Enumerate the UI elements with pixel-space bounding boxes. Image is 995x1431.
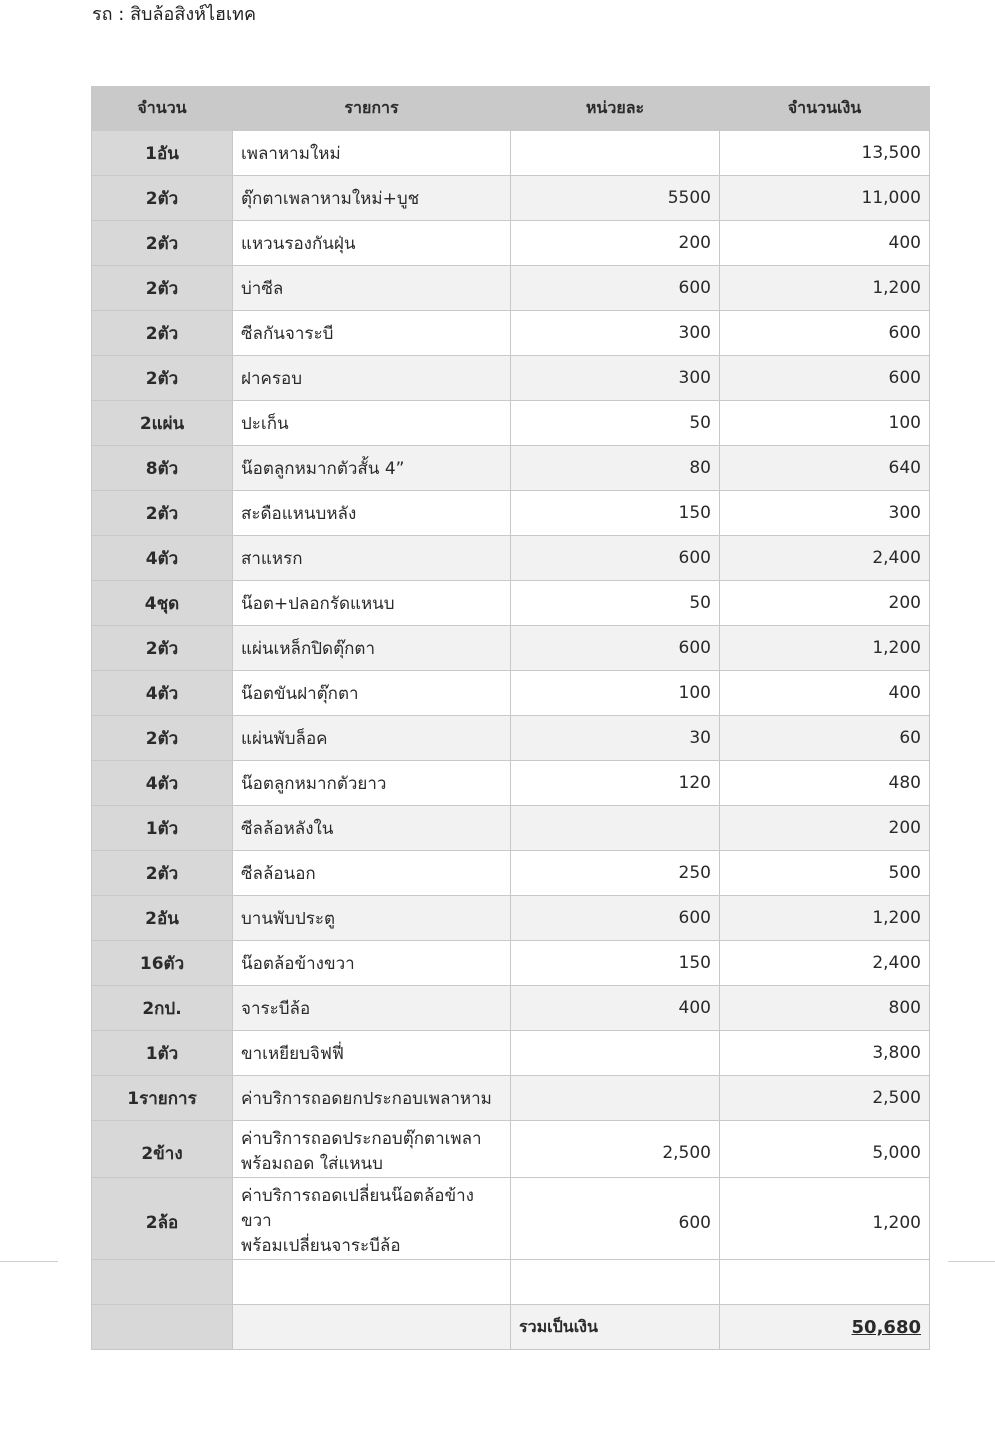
table-row: [92, 176, 930, 221]
row-unit-price: 150: [511, 491, 720, 536]
row-amount: 60: [720, 716, 930, 761]
row-unit-price: 100: [511, 671, 720, 716]
row-amount: 600: [720, 311, 930, 356]
row-unit-price: 300: [511, 311, 720, 356]
table-row: [92, 491, 930, 536]
row-qty: 2ตัว: [92, 266, 233, 311]
row-amount: 400: [720, 671, 930, 716]
row-item: สะดือแหนบหลัง: [233, 491, 511, 536]
row-unit-price: 600: [511, 896, 720, 941]
column-header-unit-price: หน่วยละ: [511, 87, 720, 131]
row-item: แหวนรองกันฝุ่น: [233, 221, 511, 266]
row-qty: 2ตัว: [92, 356, 233, 401]
table-row: [92, 356, 930, 401]
row-amount: 640: [720, 446, 930, 491]
row-qty: 2แผ่น: [92, 401, 233, 446]
table-row: [92, 806, 930, 851]
row-item: แผ่นเหล็กปิดตุ๊กตา: [233, 626, 511, 671]
row-qty: 4ตัว: [92, 761, 233, 806]
table-row: [92, 671, 930, 716]
table-row: [92, 131, 930, 176]
table-header-row: [92, 87, 930, 131]
row-unit-price: 600: [511, 536, 720, 581]
row-unit-price: 300: [511, 356, 720, 401]
row-qty: 2ตัว: [92, 221, 233, 266]
row-item: [233, 1178, 511, 1260]
table-row: [92, 266, 930, 311]
row-amount: 13,500: [720, 131, 930, 176]
quotation-table: [91, 86, 930, 1350]
row-amount: 2,500: [720, 1076, 930, 1121]
row-qty: 2ตัว: [92, 716, 233, 761]
row-amount: 5,000: [720, 1121, 930, 1178]
row-amount: 500: [720, 851, 930, 896]
vehicle-line: รถ : สิบล้อสิงห์ไฮเทค: [92, 4, 257, 25]
row-amount: 300: [720, 491, 930, 536]
row-unit-price: 5500: [511, 176, 720, 221]
row-unit-price: 30: [511, 716, 720, 761]
row-unit-price: [511, 806, 720, 851]
row-unit-price: 2,500: [511, 1121, 720, 1178]
table-row: [92, 221, 930, 266]
row-item: แผ่นพับล็อค: [233, 716, 511, 761]
table-body: [92, 131, 930, 1350]
blank-cell: [720, 1260, 930, 1305]
row-unit-price: 50: [511, 581, 720, 626]
total-row: [92, 1305, 930, 1350]
row-item: [233, 1121, 511, 1178]
blank-row: [92, 1260, 930, 1305]
row-qty: 2ตัว: [92, 311, 233, 356]
row-unit-price: 250: [511, 851, 720, 896]
row-item: น๊อตขันฝาตุ๊กตา: [233, 671, 511, 716]
row-amount: 2,400: [720, 536, 930, 581]
table-row: [92, 446, 930, 491]
row-item: น๊อตล้อข้างขวา: [233, 941, 511, 986]
row-qty: 8ตัว: [92, 446, 233, 491]
row-item: ปะเก็น: [233, 401, 511, 446]
table-row: [92, 1178, 930, 1260]
blank-cell: [511, 1260, 720, 1305]
row-item: บ่าซีล: [233, 266, 511, 311]
blank-cell: [233, 1260, 511, 1305]
table-row: [92, 581, 930, 626]
row-qty: 2กป.: [92, 986, 233, 1031]
table-row: [92, 761, 930, 806]
row-unit-price: 50: [511, 401, 720, 446]
row-unit-price: 200: [511, 221, 720, 266]
row-qty: 2ล้อ: [92, 1178, 233, 1260]
row-amount: 200: [720, 806, 930, 851]
row-amount: 1,200: [720, 1178, 930, 1260]
row-unit-price: [511, 1076, 720, 1121]
total-value: 50,680: [720, 1305, 930, 1350]
row-amount: 800: [720, 986, 930, 1031]
row-item-line: ค่าบริการถอดประกอบตุ๊กตาเพลา: [241, 1129, 482, 1149]
row-amount: 3,800: [720, 1031, 930, 1076]
row-unit-price: [511, 1031, 720, 1076]
total-label: รวมเป็นเงิน: [511, 1305, 720, 1350]
row-amount: 480: [720, 761, 930, 806]
row-item-line: พร้อมถอด ใส่แหนบ: [241, 1154, 383, 1174]
row-item: น๊อตลูกหมากตัวสั้น 4”: [233, 446, 511, 491]
table-row: [92, 536, 930, 581]
row-unit-price: 600: [511, 266, 720, 311]
row-unit-price: 80: [511, 446, 720, 491]
row-unit-price: 400: [511, 986, 720, 1031]
row-unit-price: 600: [511, 1178, 720, 1260]
total-empty-cell: [92, 1305, 233, 1350]
row-qty: 2ตัว: [92, 176, 233, 221]
row-amount: 600: [720, 356, 930, 401]
row-qty: 1ตัว: [92, 1031, 233, 1076]
table-row: [92, 626, 930, 671]
table-row: [92, 716, 930, 761]
row-amount: 1,200: [720, 266, 930, 311]
row-amount: 11,000: [720, 176, 930, 221]
row-amount: 100: [720, 401, 930, 446]
row-item: บานพับประตู: [233, 896, 511, 941]
row-qty: 1ตัว: [92, 806, 233, 851]
row-qty: 2ตัว: [92, 626, 233, 671]
row-qty: 2ตัว: [92, 491, 233, 536]
row-item: ค่าบริการถอดยกประกอบเพลาหาม: [233, 1076, 511, 1121]
row-amount: 200: [720, 581, 930, 626]
row-unit-price: [511, 131, 720, 176]
table-row: [92, 311, 930, 356]
row-qty: 16ตัว: [92, 941, 233, 986]
row-qty: 1อัน: [92, 131, 233, 176]
row-item-line: ค่าบริการถอดเปลี่ยนน๊อตล้อข้างขวา: [241, 1186, 474, 1231]
row-qty: 2อัน: [92, 896, 233, 941]
row-qty: 2ตัว: [92, 851, 233, 896]
row-item: ขาเหยียบจิฟฟี่: [233, 1031, 511, 1076]
row-item: ซีลกันจาระบี: [233, 311, 511, 356]
table-row: [92, 986, 930, 1031]
row-qty: 2ข้าง: [92, 1121, 233, 1178]
total-empty-cell: [233, 1305, 511, 1350]
row-item: ตุ๊กตาเพลาหามใหม่+บูช: [233, 176, 511, 221]
row-qty: 4ตัว: [92, 536, 233, 581]
row-amount: 1,200: [720, 626, 930, 671]
row-qty: 4ชุด: [92, 581, 233, 626]
row-item: เพลาหามใหม่: [233, 131, 511, 176]
row-qty: 4ตัว: [92, 671, 233, 716]
row-amount: 2,400: [720, 941, 930, 986]
row-amount: 1,200: [720, 896, 930, 941]
table-row: [92, 1121, 930, 1178]
page-divider-right: [948, 1261, 995, 1262]
table-row: [92, 401, 930, 446]
row-amount: 400: [720, 221, 930, 266]
row-item: น๊อตลูกหมากตัวยาว: [233, 761, 511, 806]
table-row: [92, 1031, 930, 1076]
column-header-amount: จำนวนเงิน: [720, 87, 930, 131]
row-item: น๊อต+ปลอกรัดแหนบ: [233, 581, 511, 626]
row-item: ฝาครอบ: [233, 356, 511, 401]
table-row: [92, 941, 930, 986]
row-item: ซีลล้อหลังใน: [233, 806, 511, 851]
row-unit-price: 600: [511, 626, 720, 671]
column-header-item: รายการ: [233, 87, 511, 131]
row-qty: 1รายการ: [92, 1076, 233, 1121]
blank-cell: [92, 1260, 233, 1305]
column-header-qty: จำนวน: [92, 87, 233, 131]
row-item: ซีลล้อนอก: [233, 851, 511, 896]
row-item-line: พร้อมเปลี่ยนจาระบีล้อ: [241, 1236, 401, 1256]
table-row: [92, 896, 930, 941]
table-row: [92, 1076, 930, 1121]
row-unit-price: 150: [511, 941, 720, 986]
row-unit-price: 120: [511, 761, 720, 806]
row-item: จาระบีล้อ: [233, 986, 511, 1031]
row-item: สาแหรก: [233, 536, 511, 581]
table-row: [92, 851, 930, 896]
page-divider-left: [0, 1261, 58, 1262]
